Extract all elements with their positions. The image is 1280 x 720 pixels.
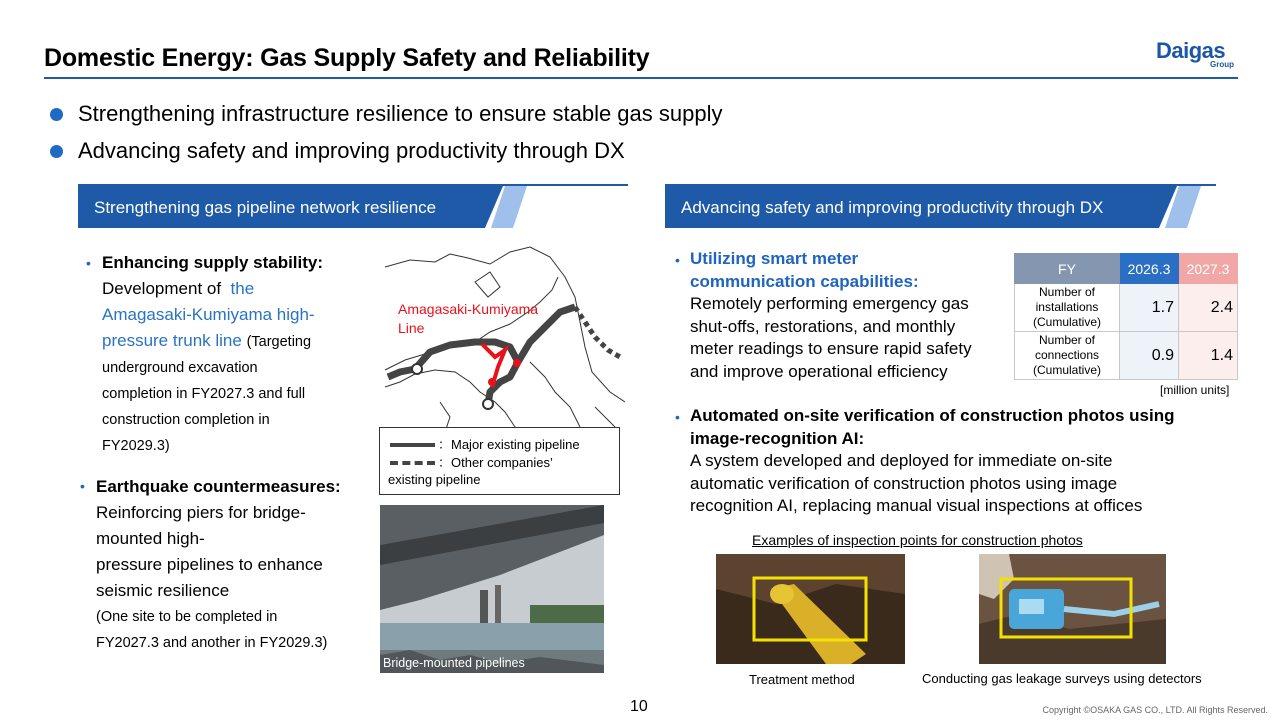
row-label-text: (Cumulative): [1032, 363, 1101, 377]
bullet-icon: •: [675, 252, 680, 268]
item-text: seismic resilience: [96, 581, 230, 600]
pipeline-node-icon: [513, 359, 521, 367]
row-label-text: (Cumulative): [1032, 315, 1101, 329]
bullet-icon: •: [80, 478, 85, 494]
top-bullet-2: [50, 138, 625, 164]
legend-dashed-line-icon: [390, 461, 435, 465]
bridge-photo: [380, 505, 604, 673]
banner-text: Strengthening gas pipeline network resilience: [94, 198, 437, 217]
bullet-dot-icon: [50, 145, 63, 158]
map-legend: [379, 427, 620, 495]
supply-stability-item: [102, 250, 362, 459]
top-bullet-text: Advancing safety and improving productivity through DX: [78, 138, 625, 163]
table-header-fy: FY: [1015, 254, 1120, 284]
legend-other-text: ：Other companies’: [438, 455, 553, 470]
note-text: FY2029.3): [102, 438, 170, 454]
item-heading: Enhancing supply stability:: [102, 253, 324, 272]
item-text: and improve operational efficiency: [690, 361, 948, 381]
item-text: Remotely performing emergency gas: [690, 294, 969, 313]
item-text: mounted high-: [96, 529, 205, 548]
earthquake-item: [96, 474, 376, 656]
table-header-2027: 2027.3: [1179, 254, 1238, 284]
item-text: A system developed and deployed for immediate on-site: [690, 451, 1113, 470]
pipeline-terminal-icon: [412, 364, 422, 374]
table-row: [1015, 332, 1238, 380]
item-text: Reinforcing piers for bridge-: [96, 503, 306, 522]
table-unit: [million units]: [1160, 383, 1230, 397]
banner-rule: [78, 184, 628, 186]
page-number: 10: [630, 698, 648, 715]
item-text: meter readings to ensure rapid safety: [690, 339, 972, 358]
copyright-text: Copyright ©OSAKA GAS CO., LTD. All Rights Reserved.: [1042, 705, 1268, 715]
item-heading: Earthquake countermeasures:: [96, 477, 341, 496]
smart-meter-item: [690, 248, 1010, 383]
banner-text: Advancing safety and improving productivity through DX: [681, 198, 1104, 217]
map-label-text: Line: [398, 320, 425, 336]
smart-meter-table: [1014, 253, 1238, 380]
map-label-text: Amagasaki-Kumiyama: [398, 301, 539, 317]
item-text: Development of: [102, 279, 222, 298]
table-cell: 2.4: [1179, 284, 1238, 332]
note-text: (One site to be completed in: [96, 609, 278, 625]
item-heading: communication capabilities:: [690, 271, 919, 291]
trunk-line-text: Amagasaki-Kumiyama high-: [102, 305, 315, 324]
pipeline-terminal-icon: [483, 399, 493, 409]
row-label-text: connections: [1034, 348, 1100, 362]
row-label-text: installations: [1035, 300, 1099, 314]
table-header-2026: 2026.3: [1120, 254, 1179, 284]
daigas-logo: [1150, 38, 1240, 72]
table-cell: 1.7: [1120, 284, 1179, 332]
trunk-line-link: the: [230, 279, 255, 298]
left-section-banner: [78, 184, 518, 228]
item-heading: Utilizing smart meter: [690, 249, 859, 268]
photo-caption: Treatment method: [749, 672, 855, 687]
banner-rule: [665, 184, 1216, 186]
title-divider: [44, 77, 1238, 79]
row-label-text: Number of: [1038, 285, 1096, 299]
top-bullet-1: [50, 101, 722, 127]
legend-other-text: existing pipeline: [388, 472, 481, 487]
right-section-banner: [665, 184, 1205, 228]
pipeline-node-icon: [488, 378, 496, 386]
item-text: automatic verification of construction photos using image: [690, 473, 1118, 493]
note-text: underground excavation: [102, 360, 258, 376]
row-label: [1015, 284, 1120, 332]
note-text: completion in FY2027.3 and full: [102, 386, 306, 402]
note-text: FY2027.3 and another in FY2029.3): [96, 635, 328, 651]
note-text: (Targeting: [246, 334, 312, 350]
item-text: shut-offs, restorations, and monthly: [690, 316, 956, 336]
note-text: construction completion in: [102, 412, 270, 428]
trunk-line-text: pressure trunk line: [102, 331, 242, 350]
examples-title: Examples of inspection points for construction photos: [752, 532, 1083, 548]
bullet-dot-icon: [50, 108, 63, 121]
leakage-survey-photo: [979, 554, 1166, 664]
logo-text: Daigas: [1156, 38, 1226, 63]
treatment-method-photo: [716, 554, 905, 664]
photo-caption: Conducting gas leakage surveys using detectors: [922, 671, 1202, 686]
table-row: [1015, 284, 1238, 332]
table-cell: 0.9: [1120, 332, 1179, 380]
top-bullet-text: Strengthening infrastructure resilience to ensure stable gas supply: [78, 101, 723, 126]
page-title: Domestic Energy: Gas Supply Safety and Reliability: [44, 44, 650, 72]
item-heading: Automated on-site verification of construction photos using: [690, 406, 1175, 425]
table-header-row: [1015, 254, 1238, 284]
item-text: pressure pipelines to enhance: [96, 555, 323, 574]
row-label: [1015, 332, 1120, 380]
bullet-icon: •: [675, 409, 680, 425]
item-heading: image-recognition AI:: [690, 428, 865, 448]
table-cell: 1.4: [1179, 332, 1238, 380]
legend-solid-line-icon: [390, 443, 435, 447]
bullet-icon: •: [86, 255, 91, 271]
logo-subtext: Group: [1210, 60, 1234, 69]
ai-verification-item: [690, 405, 1250, 518]
row-label-text: Number of: [1038, 333, 1096, 347]
photo-caption: Bridge-mounted pipelines: [383, 656, 525, 670]
map-line-label: [398, 300, 538, 338]
legend-major-text: ：Major existing pipeline: [438, 437, 580, 452]
item-text: recognition AI, replacing manual visual inspections at offices: [690, 496, 1143, 515]
